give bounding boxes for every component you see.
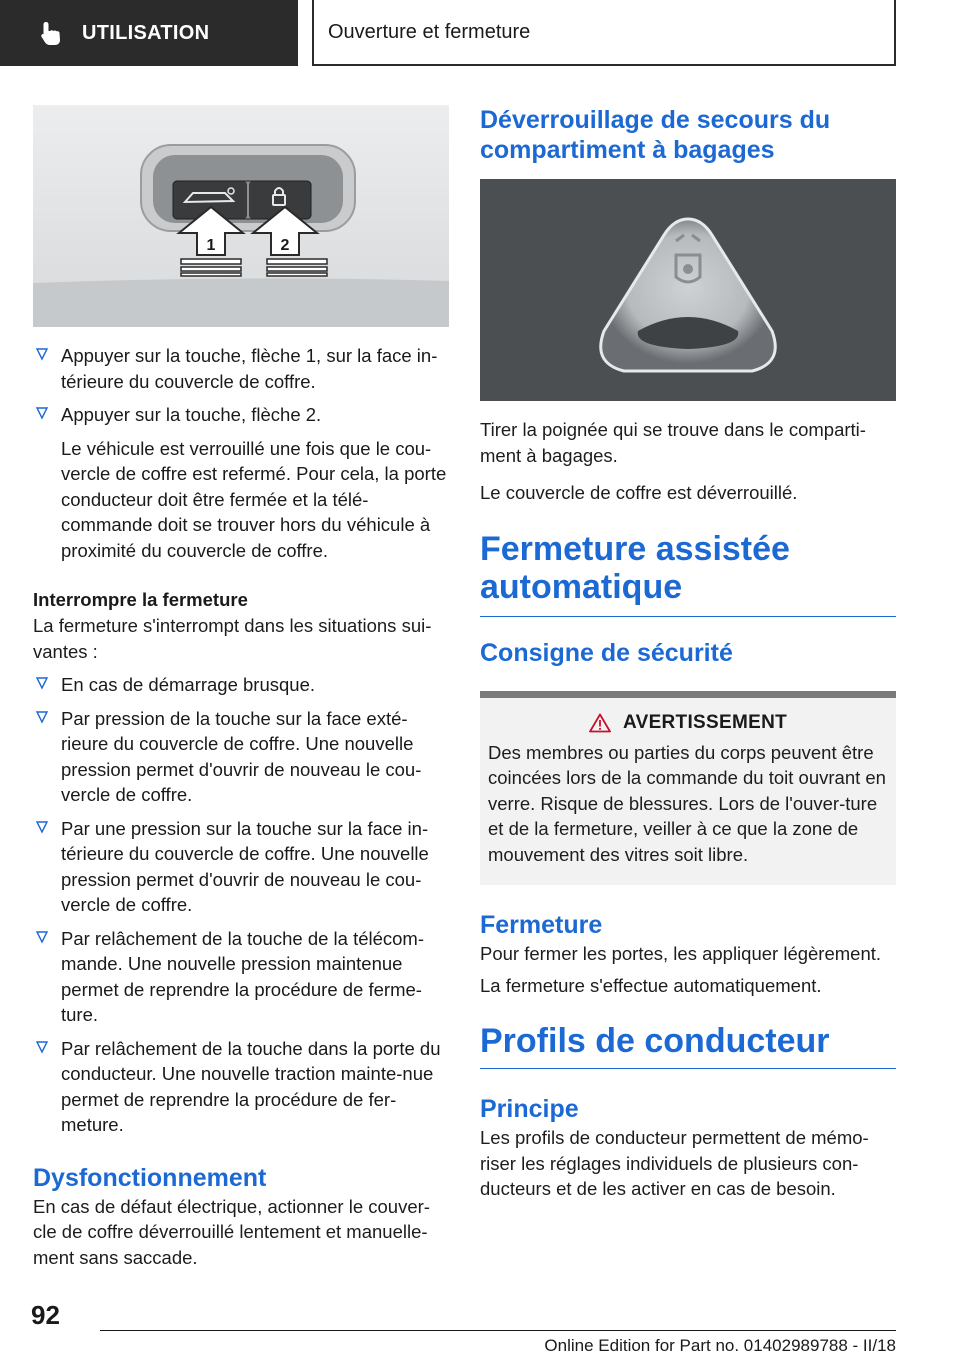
list-item: Appuyer sur la touche, flèche 1, sur la face in‐térieure du couvercle de coffre. [33,343,449,394]
pointing-hand-icon [38,20,64,46]
page-header [0,0,960,66]
triangle-bullet-icon [35,820,49,834]
list-item: Par pression de la touche sur la face exté‐rieure du couvercle de coffre. Une nouvelle pression permet d'ouvrir de nouveau le cou‐vercle de coffre. [33,706,449,808]
left-column [33,105,449,1270]
list-item: Par une pression sur la touche sur la face in‐térieure du couvercle de coffre. Une nouvelle pression permet d'ouvrir de nouveau le cou‐vercle de coffre. [33,816,449,918]
chapter-tab[interactable] [312,0,896,66]
warning-title-row [488,712,888,734]
driver-profiles-heading: Profils de conducteur [480,1022,830,1060]
triangle-bullet-icon [35,406,49,420]
warning-triangle-icon [589,713,611,733]
warning-box [480,691,896,886]
edition-text: Online Edition for Part no. 01402989788 - II/18 [544,1336,896,1355]
emergency-release-result: Le couvercle de coffre est déverrouillé. [480,482,798,503]
closing-text-2: La fermeture s'effectue automatiquement. [480,974,822,996]
section-tab[interactable] [0,0,298,66]
malfunction-text: En cas de défaut électrique, actionner le couver‐cle de coffre déverrouillé lentement et manuelle‐ment sans saccade. [33,1195,430,1268]
section-label: UTILISATION [82,21,210,44]
list-item: Par relâchement de la touche de la télécom‐mande. Une nouvelle pression maintenue permet de reprendre la procédure de ferme‐ture. [33,926,449,1028]
warning-text: Des membres ou parties du corps peuvent être coincées lors de la commande du toit ouvrant en verre. Risque de blessures. Lors de l'ouver‐ture et de la fermeture, veiller à ce que la zone de mouvement des vitres soit libre. [488,741,886,865]
soft-close-heading: Fermeture assistée automatique [480,529,790,606]
closing-text-1: Pour fermer les portes, les appliquer légèrement. [480,943,882,964]
interrupt-heading: Interrompre la fermeture [33,589,248,610]
list-item: En cas de démarrage brusque. [33,672,449,698]
interrupt-intro: La fermeture s'interrompt dans les situations sui‐vantes : [33,615,432,662]
trunk-buttons-figure [33,105,449,327]
footer-divider [100,1330,896,1331]
bullet-followup-text: Le véhicule est verrouillé une fois que le cou‐vercle de coffre est refermé. Pour cela, la porte conducteur doit être fermée et la télé‐commande doit se trouver hors du véhicule à proximité du couvercle de coffre. [61,437,447,561]
triangle-bullet-icon [35,676,49,690]
right-column [480,105,896,1202]
principle-text: Les profils de conducteur permettent de mémo‐riser les réglages individuels de plusieurs con‐ducteurs et de les activer en cas de besoin. [480,1127,869,1199]
warning-title: AVERTISSEMENT [622,711,787,733]
list-item: Par relâchement de la touche dans la porte du conducteur. Une nouvelle traction mainte‐nue permet de reprendre la procédure de fer‐meture. [33,1036,449,1138]
principle-heading: Principe [480,1095,579,1123]
emergency-release-heading: Déverrouillage de secours du compartiment à bagages [480,106,831,164]
triangle-bullet-icon [35,347,49,361]
safety-heading: Consigne de sécurité [480,638,733,667]
interrupt-situations-list [33,672,449,1138]
closing-heading: Fermeture [480,911,603,939]
page-number: 92 [31,1300,60,1330]
chapter-label: Ouverture et fermeture [328,20,531,43]
triangle-bullet-icon [35,710,49,724]
trunk-close-steps [33,343,449,563]
emergency-release-handle-illustration [480,179,896,401]
list-item: Appuyer sur la touche, flèche 2. Le véhicule est verrouillé une fois que le cou‐vercle de coffre est refermé. Pour cela, la porte conducteur doit être fermée et la télé‐commande doit se trouver hors du véhicule à proximité du couvercle de coffre. [33,402,449,563]
triangle-bullet-icon [35,930,49,944]
malfunction-heading: Dysfonctionnement [33,1163,267,1192]
arrow-2-label: 2 [280,237,290,254]
emergency-release-instruction: Tirer la poignée qui se trouve dans le comparti‐ment à bagages. [480,419,866,466]
trunk-lid-buttons-illustration [33,105,449,327]
arrow-1-label: 1 [206,237,216,254]
triangle-bullet-icon [35,1040,49,1054]
emergency-handle-figure [480,179,896,401]
